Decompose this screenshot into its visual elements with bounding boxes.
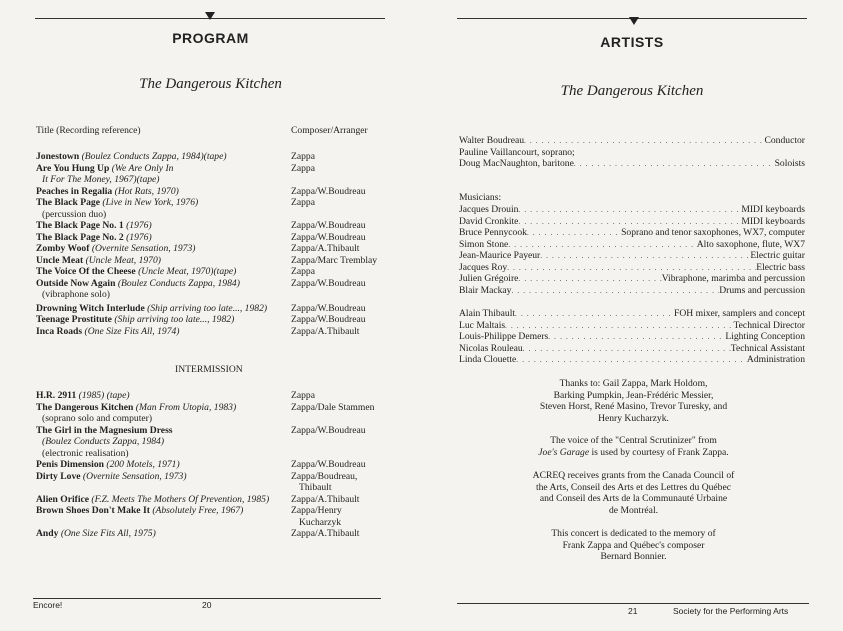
right-page — [421, 0, 843, 631]
composer-arranger: Zappa/A.Thibault — [291, 325, 360, 337]
composer-arranger: Zappa — [291, 266, 315, 277]
recording-reference: (One Size Fits All, 1975) — [60, 528, 156, 539]
person-role: Electric bass — [756, 261, 805, 273]
person-name: David Cronkite — [459, 215, 519, 227]
composer-arranger: Zappa — [291, 151, 315, 162]
piece-title: Alien Orifice — [36, 493, 90, 505]
person-name: Blair Mackay — [459, 284, 512, 296]
piece-title: The Black Page No. 1 — [36, 220, 124, 231]
person-name: Alain Thibault — [459, 308, 516, 319]
triangle-marker-icon — [205, 12, 215, 20]
piece-title: Peaches in Regalia — [36, 185, 113, 197]
entry-note: (percussion duo) — [42, 208, 107, 220]
recording-reference: (Hot Rats, 1970) — [114, 185, 179, 197]
bottom-rule — [457, 603, 809, 604]
triangle-marker-icon — [629, 17, 639, 25]
composer-arranger: Kucharzyk — [299, 516, 342, 528]
piece-title: H.R. 2911 — [36, 390, 77, 401]
person-name: Luc Maltais — [459, 319, 506, 331]
credit-row — [459, 354, 805, 367]
leader-dots — [516, 354, 747, 367]
thanks-paragraph — [461, 378, 806, 424]
paragraph-line: Frank Zappa and Québec's composer — [562, 539, 705, 551]
program-entry — [36, 314, 234, 326]
paragraph-line: ACREQ receives grants from the Canada Council of — [532, 470, 735, 481]
recording-reference: (Absolutely Free, 1967) — [152, 505, 244, 516]
program-entry — [36, 402, 236, 414]
person-name: Linda Clouette — [459, 354, 517, 365]
composer-arranger: Zappa/W.Boudreau — [291, 314, 366, 325]
bottom-rule — [33, 598, 381, 599]
page-heading: ARTISTS — [600, 34, 664, 50]
person-role: Administration — [746, 354, 805, 365]
program-entry — [36, 528, 156, 540]
credit-row — [459, 147, 805, 159]
paragraph-line: and Conseil des Arts de la Communauté Urbaine — [539, 493, 728, 504]
recording-reference: (Boulez Conducts Zappa, 1984)(tape) — [81, 151, 227, 162]
composer-arranger: Zappa/Henry — [291, 505, 342, 516]
composer-arranger: Zappa — [291, 390, 315, 401]
person-name: Simon Stone — [459, 238, 509, 250]
entry-note: (soprano solo and computer) — [42, 413, 153, 424]
page-subtitle: The Dangerous Kitchen — [560, 83, 704, 99]
credit-row — [459, 158, 805, 171]
composer-arranger: Zappa/W.Boudreau — [291, 277, 366, 289]
person-name: Walter Boudreau — [459, 135, 525, 146]
recording-reference: (1976) — [126, 220, 152, 231]
person-role: Technical Assistant — [730, 342, 805, 354]
piece-title: Are You Hung Up — [36, 162, 110, 174]
piece-title: The Black Page — [36, 197, 100, 208]
piece-title: Outside Now Again — [36, 277, 116, 289]
person-role: FOH mixer, samplers and concept — [674, 308, 805, 319]
composer-arranger: Zappa/W.Boudreau — [291, 220, 366, 231]
program-entry — [36, 243, 195, 255]
piece-title: The Voice Of the Cheese — [36, 266, 136, 277]
paragraph-line: This concert is dedicated to the memory of — [551, 528, 716, 539]
program-entry — [36, 266, 236, 278]
composer-arranger: Zappa/W.Boudreau — [291, 185, 366, 197]
composer-arranger: Zappa/W.Boudreau — [291, 424, 366, 436]
recording-reference: (Live in New York, 1976) — [102, 197, 199, 208]
page-subtitle: The Dangerous Kitchen — [139, 76, 282, 92]
person-role: Vibraphone, marimba and percussion — [661, 273, 805, 284]
program-entry — [36, 163, 173, 175]
recording-reference: (We Are Only In — [111, 162, 174, 174]
footer-page-number: 21 — [628, 606, 638, 616]
paragraph-line: Henry Kucharzyk. — [598, 412, 669, 424]
footer-page-number: 20 — [202, 600, 212, 610]
person-role: MIDI keyboards — [741, 204, 805, 215]
program-entry — [36, 220, 152, 232]
recording-reference: (Uncle Meat, 1970) — [85, 254, 161, 266]
piece-title: Inca Roads — [36, 325, 83, 337]
paragraph-line: Thanks to: Gail Zappa, Mark Holdom, — [559, 378, 708, 389]
italic-title: Joe's Garage — [538, 446, 590, 458]
leader-dots — [511, 285, 719, 298]
paragraph-line: Barking Pumpkin, Jean-Frédéric Messier, — [553, 389, 714, 401]
column-header-composer: Composer/Arranger — [291, 125, 368, 136]
program-entry — [36, 505, 243, 517]
person-name: Jean-Maurice Payeur — [459, 250, 541, 261]
recording-reference: (Overnite Sensation, 1973) — [82, 470, 187, 482]
paragraph-line: The voice of the "Central Scrutinizer" from — [550, 435, 717, 446]
left-page — [0, 0, 421, 631]
recording-reference: (One Size Fits All, 1974) — [84, 325, 180, 337]
person-role: Drums and percussion — [719, 284, 805, 296]
footer-organization: Society for the Performing Arts — [673, 606, 789, 616]
piece-title: Dirty Love — [36, 470, 81, 482]
program-entry — [36, 459, 180, 471]
program-entry — [36, 326, 179, 338]
person-role: Electric guitar — [750, 250, 805, 261]
recording-reference: (Man From Utopia, 1983) — [135, 401, 237, 413]
piece-title: The Dangerous Kitchen — [36, 401, 134, 413]
composer-arranger: Thibault — [299, 482, 332, 493]
leader-dots — [574, 158, 775, 171]
piece-title: Jonestown — [36, 151, 80, 162]
person-name: Nicolas Rouleau — [459, 342, 523, 354]
recording-reference: (Boulez Conducts Zappa, 1984) — [117, 277, 240, 289]
person-role: Conductor — [764, 135, 805, 146]
entry-note: It For The Money, 1967)(tape) — [42, 174, 160, 185]
composer-arranger: Zappa — [291, 197, 315, 208]
piece-title: Penis Dimension — [36, 459, 104, 470]
piece-title: The Girl in the Magnesium Dress — [36, 424, 173, 436]
recording-reference: (Ship arriving too late..., 1982) — [147, 302, 268, 314]
recording-reference: (F.Z. Meets The Mothers Of Prevention, 1985) — [91, 493, 270, 505]
composer-arranger: Zappa/Dale Stammen — [291, 401, 375, 413]
recording-reference: (Ship arriving too late..., 1982) — [114, 314, 235, 325]
piece-title: Andy — [36, 528, 59, 539]
composer-arranger: Zappa/W.Boudreau — [291, 459, 366, 470]
person-name: Doug MacNaughton, baritone — [459, 158, 574, 169]
credit-row — [459, 285, 805, 298]
program-entry — [36, 425, 173, 437]
person-role: Technical Director — [733, 319, 805, 331]
recording-reference: (Uncle Meat, 1970)(tape) — [138, 266, 237, 277]
paragraph-line: Steven Horst, René Masino, Trevor Turesky, and — [539, 401, 728, 412]
program-entry — [36, 494, 269, 506]
recording-reference: (1976) — [126, 231, 152, 243]
piece-title: Teenage Prostitute — [36, 314, 112, 325]
piece-title: Zomby Woof — [36, 243, 90, 254]
page-heading: PROGRAM — [172, 30, 249, 46]
composer-arranger: Zappa/A.Thibault — [291, 493, 360, 505]
person-name: Jacques Roy — [459, 261, 508, 273]
piece-title: Drowning Witch Interlude — [36, 302, 145, 314]
paragraph-line: the Arts, Conseil des Arts et des Lettres du Québec — [535, 481, 732, 493]
footer-publication: Encore! — [33, 600, 63, 610]
composer-arranger: Zappa/W.Boudreau — [291, 302, 366, 314]
recording-reference: (Overnite Sensation, 1973) — [91, 243, 196, 254]
program-entry — [36, 390, 130, 402]
person-role: Lighting Conception — [725, 331, 805, 342]
voice-credit-paragraph — [461, 435, 806, 458]
grants-paragraph — [461, 470, 806, 516]
person-name: Louis-Philippe Demers — [459, 331, 549, 342]
entry-note: (vibraphone solo) — [42, 289, 110, 300]
program-entry — [36, 232, 152, 244]
musicians-label: Musicians: — [459, 192, 502, 203]
person-name: Bruce Pennycook — [459, 227, 527, 238]
composer-arranger: Zappa/Boudreau, — [291, 470, 358, 482]
program-entry — [36, 303, 267, 315]
piece-title: Brown Shoes Don't Make It — [36, 505, 150, 516]
person-name: Pauline Vaillancourt, soprano; — [459, 146, 575, 158]
program-entry — [36, 471, 187, 483]
piece-title: The Black Page No. 2 — [36, 231, 124, 243]
dedication-paragraph — [461, 528, 806, 563]
program-entry — [36, 151, 227, 163]
program-entry — [36, 186, 179, 198]
person-name: Jacques Drouin — [459, 204, 519, 215]
composer-arranger: Zappa/A.Thibault — [291, 528, 360, 539]
entry-note: (electronic realisation) — [42, 447, 129, 459]
person-role: MIDI keyboards — [741, 215, 805, 227]
paragraph-line: de Montréal. — [608, 504, 659, 516]
recording-reference: (200 Motels, 1971) — [106, 459, 180, 470]
piece-title: Uncle Meat — [36, 254, 84, 266]
composer-arranger: Zappa/Marc Tremblay — [291, 254, 378, 266]
program-entry — [36, 278, 240, 290]
person-role: Soloists — [774, 158, 805, 169]
paragraph-line: Bernard Bonnier. — [600, 551, 667, 562]
composer-arranger: Zappa/A.Thibault — [291, 243, 360, 254]
program-entry — [36, 197, 198, 209]
column-header-title: Title (Recording reference) — [36, 125, 141, 136]
program-entry — [36, 255, 161, 267]
person-role: Soprano and tenor saxophones, WX7, computer — [621, 227, 805, 238]
recording-reference: (1985) (tape) — [78, 390, 130, 401]
composer-arranger: Zappa/W.Boudreau — [291, 231, 366, 243]
entry-note: (Boulez Conducts Zappa, 1984) — [42, 436, 165, 447]
composer-arranger: Zappa — [291, 162, 315, 174]
intermission-label: INTERMISSION — [175, 364, 243, 375]
person-role: Alto saxophone, flute, WX7 — [696, 238, 805, 250]
person-name: Julien Grégoire — [459, 273, 519, 284]
paragraph-line: Joe's Garage is used by courtesy of Frank Zappa. — [538, 446, 729, 458]
